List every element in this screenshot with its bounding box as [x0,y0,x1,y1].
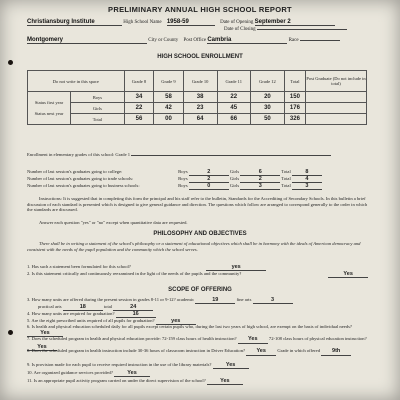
col-header: Grade 8 [124,71,154,92]
boys-label: Boys [178,169,188,174]
row-label: Boys [71,92,125,103]
question-text: 11. Is an appropriate pupil activity program carried on under the direct supervision of the school? [27,378,206,383]
city-label: City or County [148,38,179,43]
question-text: 5. Are the eight prescribed units required of all pupils for graduation? [27,318,155,323]
cell: 66 [217,114,250,125]
elementary-line [27,152,331,157]
girls-label: Girls [229,169,240,174]
report-title: PRELIMINARY ANNUAL HIGH SCHOOL REPORT [108,5,292,14]
row-label: Girls [71,103,125,114]
question-3 [27,297,293,304]
question-3b [38,304,153,311]
closing-line [224,27,347,32]
cell: 34 [124,92,154,103]
total-label: Total [281,169,291,174]
question-text: 72-108 class hours of physical education instruction? [268,336,367,341]
philosophy-heading: PHILOSOPHY AND OBJECTIVES [153,231,247,237]
question-1 [27,264,266,271]
answer-6: Yes [27,331,63,338]
cell: 00 [154,114,184,125]
enrollment-heading: HIGH SCHOOL ENROLLMENT [157,54,243,60]
answer-7: Yes [238,337,268,344]
cell [306,114,367,125]
answer-9: Yes [213,362,249,369]
grad-business-boys: 0 [189,183,229,190]
cell [306,103,367,114]
cell: 20 [251,92,285,103]
cell: 30 [251,103,285,114]
question-text: 3. How many units are offered during the present session in grades 8-11 or 9-12? academic [27,297,195,302]
col-header: Post Graduate (Do not include in total) [306,71,367,92]
answer-3-total: 24 [113,304,153,311]
cell: 58 [154,92,184,103]
enrollment-table [27,70,367,125]
instructions-text: Instructions: It is suggested that in completing this form the principal and his staff refer to the bulletin, Standards for the Accrediting of Secondary Schools. In this bulletin a brief discussion of each standard is presented which is designed to give general guidance and direction. The questions which follow are arranged to correspond generally to the order in which the standards are discussed. [27,196,368,213]
race-blank [300,40,340,41]
cell: 42 [154,103,184,114]
closing-date-blank [257,29,347,30]
table-row [28,92,367,103]
question-text: 1. Has such a statement been formulated for this school? [27,264,131,269]
question-text: 9. Is provision made for each pupil to receive required instruction in the use of the library materials? [27,362,212,367]
school-name: Christiansburg Institute [27,19,122,26]
question-8 [27,348,373,356]
status-cell [28,92,71,125]
grad-college-girls: 6 [240,169,280,176]
grad-college-line [27,169,322,176]
girls-label: Girls [229,183,240,188]
grad-college-boys: 2 [189,169,229,176]
answer-8b: 9th [321,349,351,356]
school-year: 1958-59 [167,19,215,26]
question-text: 10. Are organized guidance services provided? [27,370,113,375]
answer-4: 16 [116,311,156,318]
question-text: 2. Is this statement critically and continuously reexamined in the light of the needs of the pupils and the community? [27,271,242,276]
race-label: Race [288,38,299,43]
question-11 [27,378,243,385]
boys-label: Boys [178,183,188,188]
grad-business-label: Number of last session's graduates going to business schools: [27,183,140,188]
col-header: Total [284,71,305,92]
answer-10: Yes [114,370,150,377]
answer-5: yes [156,318,196,325]
col-header: Grade 9 [154,71,184,92]
total-label: Total [281,176,291,181]
grad-trade-total: 4 [292,176,322,183]
cell: 326 [284,114,305,125]
answer-3-practical: 18 [63,304,103,311]
col-header: Grade 12 [251,71,285,92]
question-text: 7. Does the scheduled program in health and physical education provide: 72-159 class hours of health instruction? [27,336,237,341]
practical-arts-label: practical arts [38,304,62,309]
answer-3-fine-arts: 3 [253,297,293,304]
grad-trade-girls: 2 [240,176,280,183]
grad-trade-line [27,176,322,183]
grad-college-total: 8 [292,169,322,176]
table-row [28,103,367,114]
question-text: 6. Is health and physical education scheduled daily for all pupils except certain pupils who, during the last two years of high school, are exempt on the basis of individual needs? [27,324,352,329]
cell: 56 [124,114,154,125]
grad-business-total: 3 [292,183,322,190]
answer-3-academic: 19 [195,297,235,304]
col-header: Grade 11 [217,71,250,92]
question-4 [27,311,156,318]
table-row [28,114,367,125]
school-label: High School Name [123,20,162,25]
county-name: Montgomery [27,37,147,44]
grad-business-girls: 3 [240,183,280,190]
question-text: 4. How many units are required for graduation? [27,311,115,316]
col-header: Grade 10 [183,71,217,92]
corner-label: Do not write in this space [28,71,125,92]
cell: 64 [183,114,217,125]
cell: 38 [183,92,217,103]
total-label: Total [281,183,291,188]
row-label: Total [71,114,125,125]
answer-2: Yes [328,271,368,278]
grad-trade-boys: 2 [189,176,229,183]
question-2 [27,271,368,278]
answer-11: Yes [207,378,243,385]
cell [306,92,367,103]
elementary-blank [131,155,331,156]
opening-date: September 2 [255,19,335,26]
philosophy-intro: There shall be in writing a statement of the school's philosophy or a statement of educational objectives which shall be in harmony with the ideals of American democracy and consistent with the needs of the pupil population and the community which the school serves. [27,241,361,252]
boys-label: Boys [178,176,188,181]
fine-arts-label: fine arts [236,297,252,302]
scope-heading: SCOPE OF OFFERING [168,287,232,293]
question-10 [27,370,150,377]
status-first: Status first year [34,100,64,105]
answer-1: yes [206,264,266,271]
total-label: total [103,304,113,309]
question-9 [27,362,249,369]
cell: 22 [124,103,154,114]
answer-7b: Yes [27,345,57,352]
girls-label: Girls [229,176,240,181]
grad-college-label: Number of last session's graduates going to college: [27,169,123,174]
answer-8: Yes [246,349,276,356]
grad-trade-label: Number of last session's graduates going to trade schools: [27,176,134,181]
cell: 23 [183,103,217,114]
elementary-label: Enrollment in elementary grades of this school: Grade 1 [27,152,131,157]
cell: 22 [217,92,250,103]
grad-business-line [27,183,322,190]
opening-label: Date of Opening [220,20,254,25]
status-next: Status next year [34,111,64,116]
cell: 150 [284,92,305,103]
cell: 45 [217,103,250,114]
county-line [27,37,340,44]
school-line [27,19,335,26]
post-office: Cambria [207,37,287,44]
cell: 50 [251,114,285,125]
post-office-label: Post Office [183,38,207,43]
cell: 176 [284,103,305,114]
closing-label: Date of Closing [224,27,256,32]
answer-note: Answer each question "yes" or "no" except when quantitative data are requested. [39,220,188,225]
question-text: Grade in which offered [277,348,320,353]
question-text: 8. Does the scheduled program in health instruction include 30-36 hours of classroom instruction in Driver Education? [27,348,246,353]
